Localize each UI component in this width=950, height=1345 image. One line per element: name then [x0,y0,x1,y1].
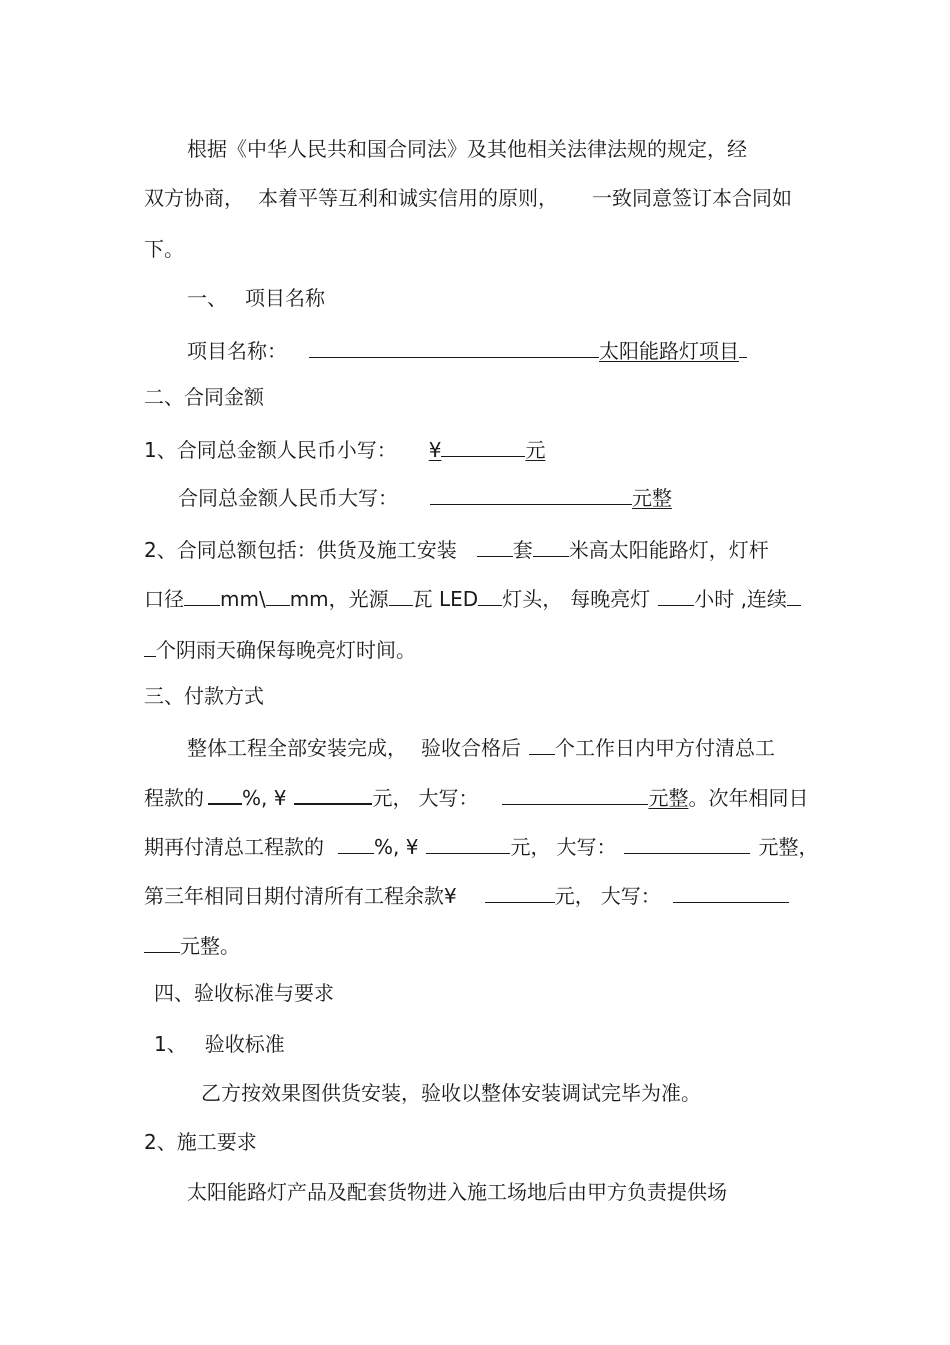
project-name-line: 项目名称： 太阳能路灯项目 [187,337,747,363]
para-preamble-line1: 根据《中华人民共和国合同法》及其他相关法律法规的规定，经 [187,137,747,161]
payment-line4: 第三年相同日期付清所有工程余款¥ 元， 大写： [144,882,789,908]
payment-line1: 整体工程全部安装完成， 验收合格后 个工作日内甲方付清总工 [187,736,775,760]
para-preamble-line2: 双方协商， 本着平等互利和诚实信用的原则， 一致同意签订本合同如 [144,186,792,210]
project-name-blank [309,337,599,358]
payment-line2: 程款的 %, ¥ 元， 大写： 元整。次年相同日 [144,783,808,810]
section-1-heading: 一、 项目名称 [187,286,325,310]
section-3-heading: 三、付款方式 [144,684,264,708]
amount-small-blank [441,436,525,457]
section-4-heading: 四、验收标准与要求 [154,981,334,1005]
amount-big-blank [430,484,632,505]
payment-line5: 元整。 [144,932,240,958]
amount-big-line: 合同总金额人民币大写： 元整 [178,486,672,510]
section-4-2-heading: 2、施工要求 [144,1130,257,1154]
section-4-1-text: 乙方按效果图供货安装，验收以整体安装调试完毕为准。 [201,1081,701,1105]
section-2-heading: 二、合同金额 [144,385,264,409]
amount-small-line: 1、合同总金额人民币小写： ¥ 元 [144,438,546,462]
includes-line1: 2、合同总额包括：供货及施工安装 套 米高太阳能路灯，灯杆 [144,538,769,562]
project-name-value: 太阳能路灯项目 [599,339,739,363]
section-4-1-heading: 1、 验收标准 [154,1032,285,1056]
includes-line2: 口径 mm\ mm，光源 瓦 LED 灯头， 每晚亮灯 小时 ,连续 [144,585,801,611]
para-preamble-line3: 下。 [144,237,184,261]
section-4-2-text: 太阳能路灯产品及配套货物进入施工场地后由甲方负责提供场 [187,1180,727,1204]
includes-line3: 个阴雨天确保每晚亮灯时间。 [144,636,416,662]
payment-line3: 期再付清总工程款的 %, ¥ 元， 大写： 元整， [144,835,819,859]
